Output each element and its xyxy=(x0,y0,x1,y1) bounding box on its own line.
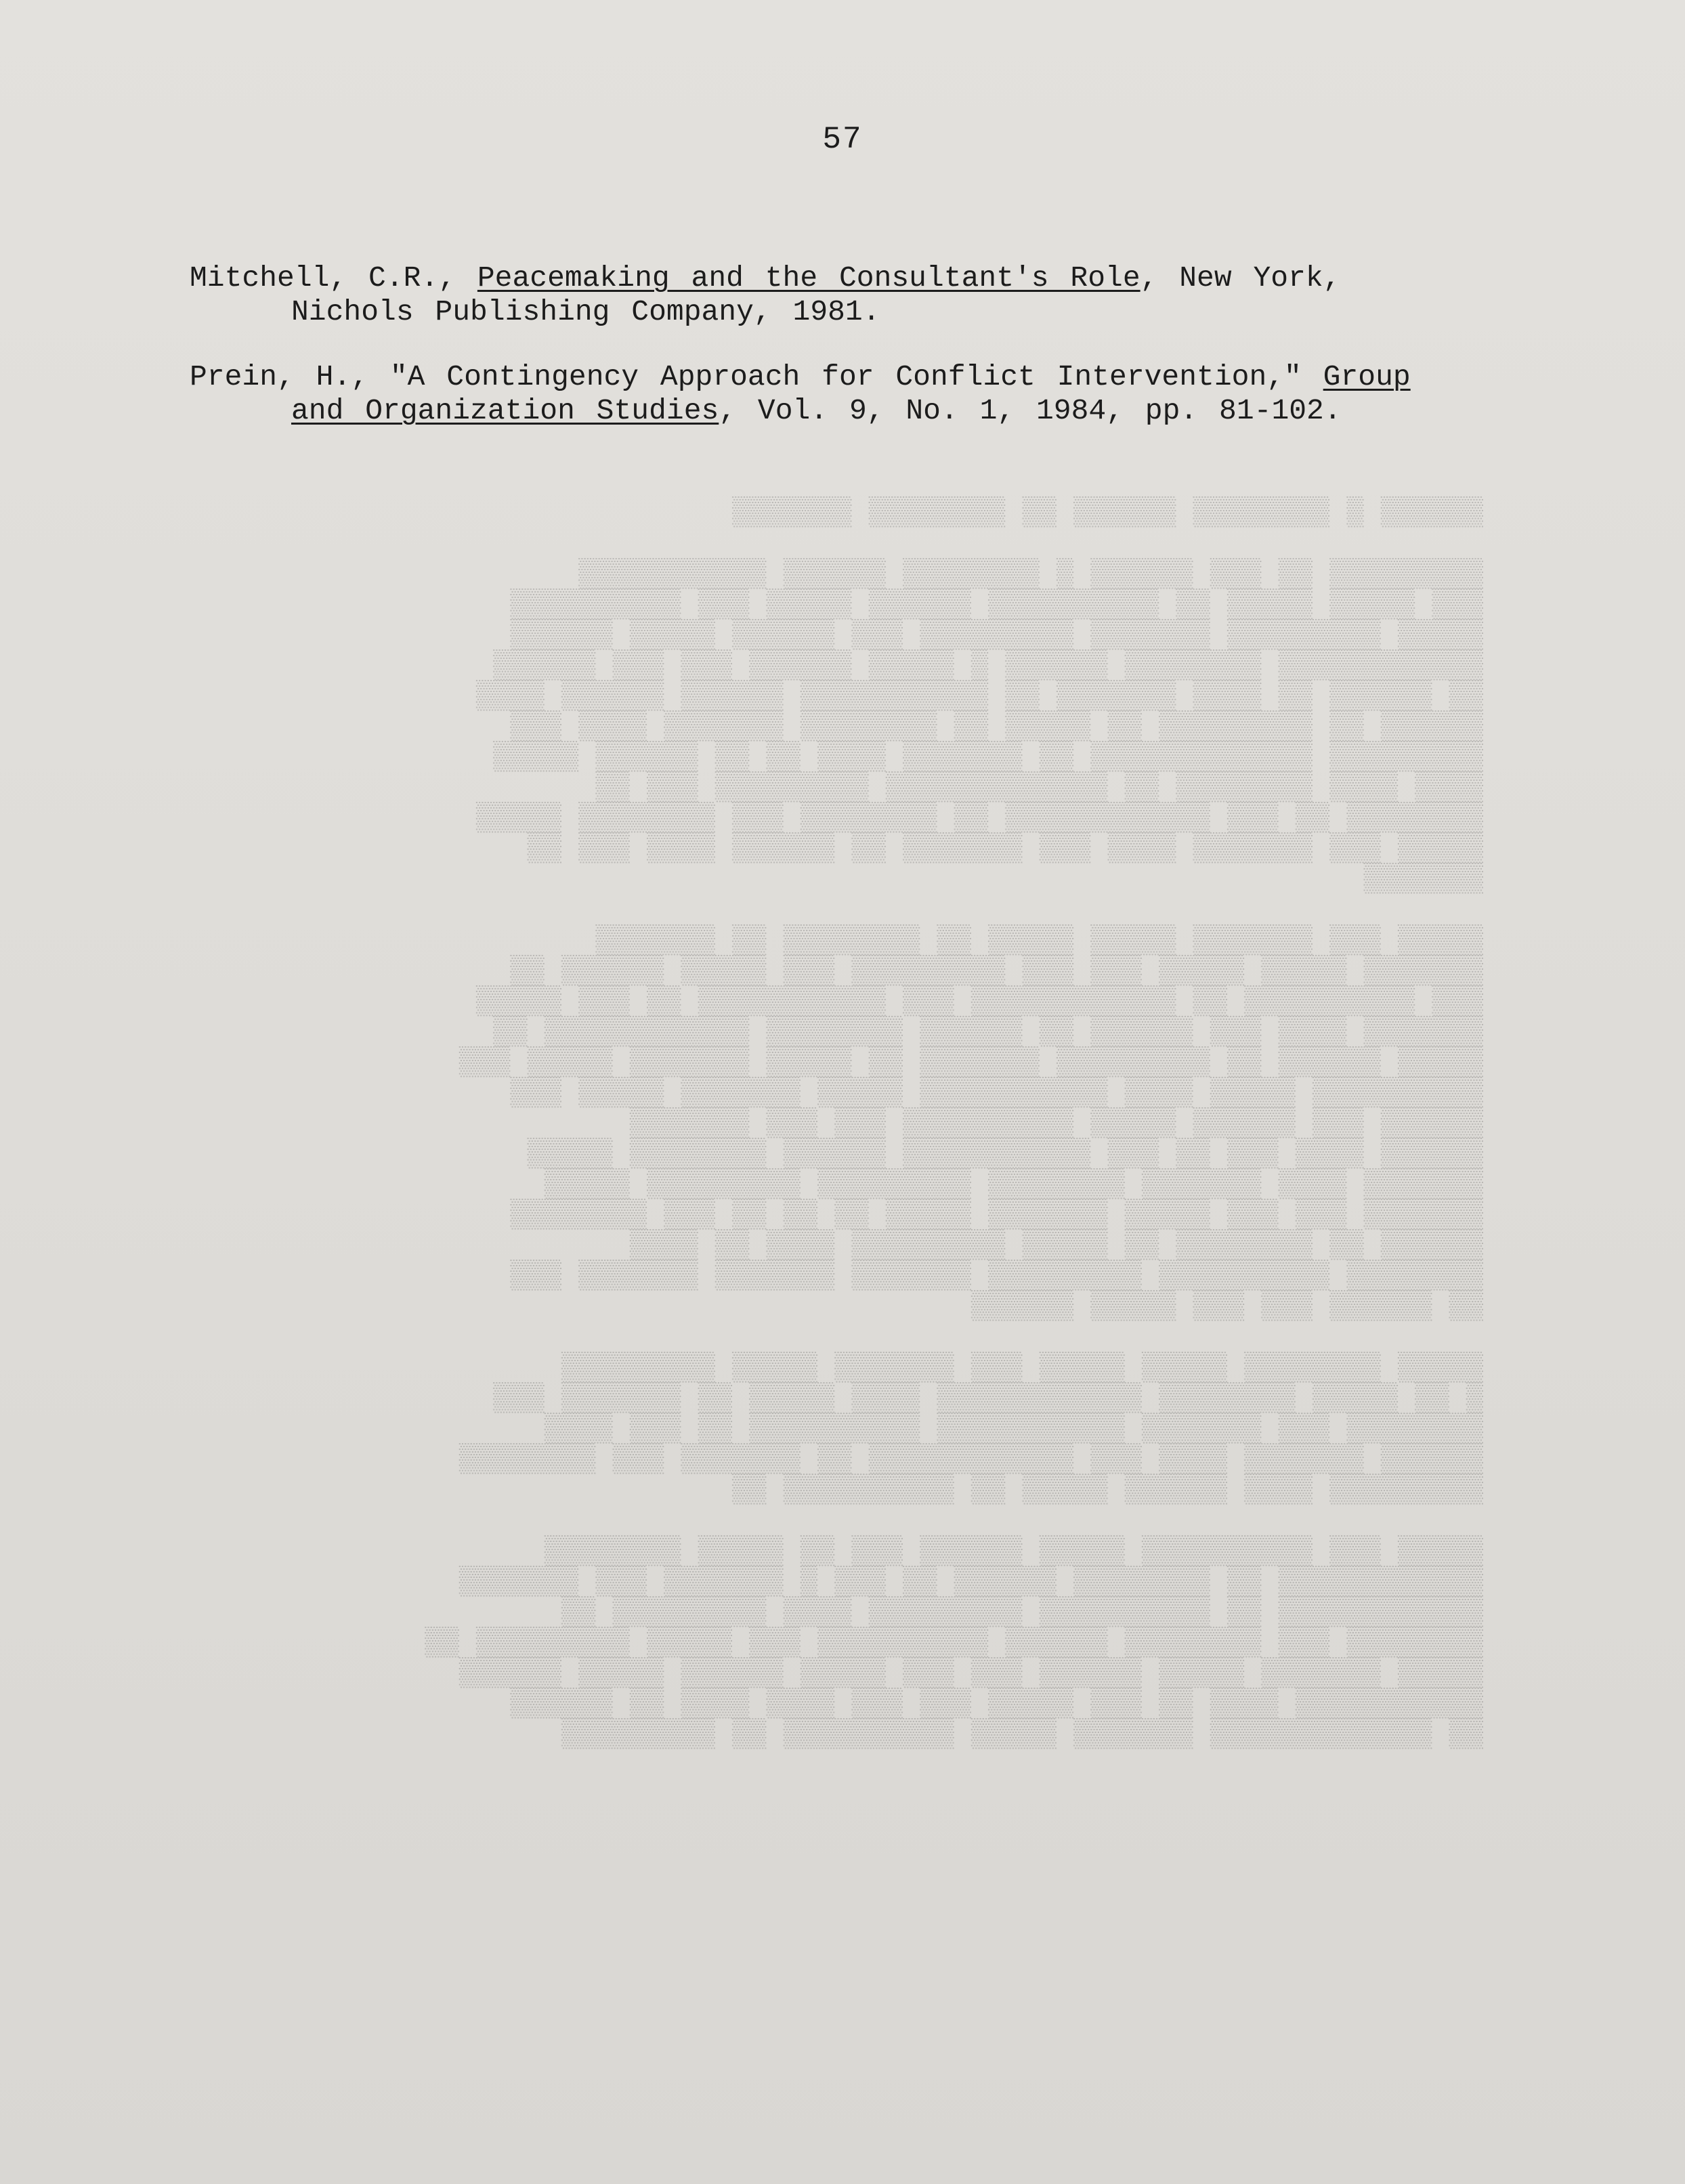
reference-list xyxy=(190,261,1476,459)
page-number: 57 xyxy=(822,122,863,157)
reference-details: , Vol. 9, No. 1, 1984, pp. 81-102. xyxy=(719,394,1342,427)
reference-entry xyxy=(190,360,1476,428)
reference-title: Peacemaking and the Consultant's Role xyxy=(477,261,1140,295)
reference-author: Mitchell, C.R., xyxy=(190,261,477,295)
reference-author: Prein, H., "A Contingency Approach for Conflict Intervention," xyxy=(190,360,1323,393)
bleed-through-texture: ▒▒▒▒▒▒ ▒ ▒▒▒▒▒▒▒▒ ▒▒▒▒▒▒ ▒▒ ▒▒▒▒▒▒▒▒ ▒▒▒▒▒▒▒ ▒▒▒▒▒▒▒▒▒ ▒▒ ▒▒▒ ▒▒▒▒▒▒ ▒ ▒▒▒▒▒▒▒▒ ▒▒▒▒▒▒ ▒▒▒▒▒▒▒▒▒▒▒ ▒▒▒ ▒▒▒▒▒ ▒▒▒▒▒ ▒▒ ▒▒▒▒▒▒▒▒▒▒ ▒▒▒▒▒▒ ▒▒▒▒▒ ▒▒▒ ▒▒▒▒▒▒▒▒▒▒ ▒▒▒▒▒ ▒▒▒▒▒▒▒▒▒ ▒▒▒▒▒▒▒ ▒▒▒▒▒▒▒▒▒ ▒▒▒ ▒▒▒▒▒▒ ▒▒▒▒▒ ▒▒▒▒▒▒ ▒▒▒▒▒▒▒▒▒▒▒▒ ▒▒▒▒▒▒▒▒ ▒▒▒▒▒▒ ▒ ▒▒▒▒▒ ▒▒▒▒▒▒ ▒▒▒ ▒▒▒ ▒▒▒▒▒▒ ▒▒ ▒▒▒▒▒▒ ▒▒ ▒▒▒▒ ▒▒▒▒▒▒▒ ▒▒ ▒▒▒▒▒▒▒▒▒▒▒ ▒▒▒▒▒▒ ▒▒▒▒▒▒ ▒▒▒▒ ▒▒▒▒▒▒ ▒▒ ▒▒▒▒▒▒▒▒▒ ▒▒ ▒▒▒▒▒ ▒▒ ▒▒▒▒▒▒▒▒ ▒▒▒▒▒▒▒ ▒▒▒▒ ▒▒▒ ▒▒▒▒▒▒▒▒▒ ▒▒▒▒▒▒▒▒▒▒▒▒▒ ▒▒ ▒▒▒▒▒▒▒ ▒▒▒▒ ▒▒ ▒▒ ▒▒▒▒▒▒ ▒▒▒▒▒ ▒▒▒▒ ▒▒▒▒ ▒▒▒▒▒▒▒▒ ▒▒ ▒▒▒▒▒▒▒▒▒▒▒▒▒ ▒▒▒▒▒▒▒▒▒ ▒▒▒ ▒▒ ▒▒▒▒▒▒▒▒ ▒▒ ▒▒▒ ▒▒▒▒▒▒▒▒▒▒▒▒ ▒▒ ▒▒▒▒▒▒▒▒ ▒▒▒ ▒▒▒▒▒▒▒▒ ▒▒▒▒▒ ▒▒▒▒▒ ▒▒▒ ▒▒▒▒▒▒▒ ▒▒▒▒ ▒▒▒ ▒▒▒▒▒▒▒ ▒▒ ▒▒▒▒▒▒ ▒▒▒▒ ▒▒▒ ▒▒ ▒▒▒▒▒▒▒ ▒▒▒▒▒ ▒▒▒ ▒▒▒▒▒▒▒ ▒▒▒▒▒ ▒▒▒▒▒ ▒▒ ▒▒▒▒▒▒▒▒ ▒▒ ▒▒▒▒▒▒▒ ▒▒▒▒▒▒▒ ▒▒▒▒▒ ▒▒▒▒▒ ▒▒▒ ▒▒▒ ▒▒▒▒▒▒▒▒▒ ▒▒▒ ▒▒▒▒▒ ▒▒▒▒▒▒ ▒▒ ▒▒▒ ▒▒▒▒▒▒▒▒▒▒ ▒▒ ▒▒▒▒▒▒▒▒▒▒▒▒ ▒▒▒ ▒▒▒▒▒▒▒▒▒▒▒ ▒▒ ▒▒▒ ▒▒▒▒▒ ▒▒▒▒▒▒▒ ▒▒▒▒ ▒▒▒ ▒▒▒▒▒▒ ▒▒ ▒▒▒▒▒▒ ▒▒▒▒▒▒▒▒ ▒▒▒▒▒▒▒▒▒▒▒▒ ▒▒ ▒▒▒▒▒ ▒▒▒▒▒▒ ▒▒ ▒▒▒▒▒▒▒▒▒ ▒▒▒▒▒▒▒ ▒▒ ▒▒▒▒▒ ▒▒▒▒▒▒▒ ▒▒▒▒▒ ▒▒▒ ▒▒▒▒▒▒▒▒▒▒ ▒▒▒▒▒ ▒▒▒▒ ▒▒▒▒▒▒▒▒▒▒▒ ▒▒▒▒▒ ▒▒▒▒▒▒▒ ▒▒▒▒▒ ▒▒▒ ▒▒▒▒▒▒ ▒▒▒ ▒▒▒▒▒▒ ▒▒▒▒▒ ▒▒▒▒▒▒▒▒▒▒ ▒▒▒ ▒▒▒ ▒▒▒▒▒▒▒ ▒▒▒▒▒▒ ▒▒▒▒ ▒▒▒ ▒▒ ▒▒▒ ▒▒▒▒▒▒▒▒▒▒▒ ▒▒▒▒▒▒ ▒▒▒▒▒▒▒▒ ▒▒▒▒▒ ▒▒▒▒▒▒▒ ▒▒▒▒ ▒▒▒▒▒▒▒ ▒▒▒▒▒▒▒▒ ▒▒▒▒▒▒▒▒▒ ▒▒▒▒▒▒▒▒▒ ▒▒▒▒▒ ▒▒▒▒▒▒▒ ▒▒▒ ▒▒▒ ▒▒▒▒▒ ▒▒▒▒▒▒▒ ▒▒▒▒▒ ▒▒ ▒▒ ▒▒ ▒▒▒ ▒▒▒▒▒▒▒▒ ▒▒▒▒▒▒ ▒▒ ▒▒▒▒▒▒▒▒ ▒▒ ▒▒▒▒▒ ▒▒▒▒▒▒▒▒▒ ▒▒▒▒ ▒▒ ▒▒▒▒ ▒▒▒▒▒▒▒▒ ▒▒▒▒▒▒▒▒▒▒ ▒▒▒▒▒▒▒▒▒ ▒▒▒▒▒▒▒ ▒▒▒▒▒▒▒ ▒▒▒▒▒▒▒ ▒▒▒ ▒▒ ▒▒▒▒▒▒ ▒▒▒ ▒▒▒ ▒▒▒▒▒ ▒▒▒▒▒▒ ▒▒▒▒▒ ▒▒▒▒▒▒▒▒ ▒▒▒▒▒ ▒▒▒▒▒ ▒▒▒ ▒▒▒▒▒▒▒ ▒▒▒▒▒ ▒▒▒▒▒▒▒▒▒ ▒ ▒▒ ▒▒▒▒▒ ▒▒▒▒▒▒▒▒ ▒▒▒▒▒▒▒▒▒▒▒▒ ▒▒▒▒ ▒▒▒▒▒ ▒▒ ▒▒▒▒▒▒▒ ▒▒▒ ▒▒▒▒▒▒▒▒ ▒▒▒ ▒▒▒▒▒▒▒ ▒▒▒▒▒▒▒▒▒▒▒ ▒▒▒▒▒▒▒▒▒▒ ▒▒ ▒▒▒ ▒▒▒▒ ▒▒▒▒▒▒ ▒▒▒▒▒▒▒ ▒▒▒▒ ▒▒▒ ▒▒▒▒▒▒▒▒▒▒▒▒ ▒▒ ▒▒▒▒▒▒▒ ▒▒▒ ▒▒▒▒▒▒▒▒ ▒▒▒▒▒▒▒▒▒ ▒▒▒▒ ▒▒▒▒▒▒ ▒▒▒▒▒ ▒▒ ▒▒▒▒▒▒▒▒▒▒ ▒▒ ▒▒▒▒▒ ▒▒▒ ▒▒▒▒▒▒▒▒▒▒ ▒▒▒▒▒ ▒▒▒▒▒▒ ▒▒▒ ▒▒ ▒▒▒▒▒ ▒▒▒▒▒▒▒▒ ▒▒▒▒▒▒▒▒▒▒▒▒ ▒▒ ▒▒▒▒▒▒▒▒ ▒▒▒▒▒▒ ▒▒ ▒▒▒ ▒ ▒▒▒▒▒▒▒ ▒▒▒ ▒▒▒▒▒▒▒ ▒▒▒▒▒▒▒▒▒▒▒▒ ▒▒ ▒▒▒▒▒▒▒▒▒▒ ▒▒▒▒▒▒▒▒▒ ▒▒▒▒ ▒▒▒▒▒▒▒▒▒ ▒▒ ▒▒▒▒▒▒▒▒ ▒▒▒ ▒▒▒▒▒▒▒▒ ▒▒▒▒▒▒ ▒▒▒▒▒▒▒▒▒▒ ▒▒▒ ▒▒▒▒▒ ▒▒▒▒▒▒▒▒▒ ▒▒ ▒▒▒▒▒ ▒▒▒▒▒▒▒ ▒▒▒▒▒ ▒▒▒▒▒▒ ▒▒▒ ▒▒▒ ▒▒▒▒▒ ▒▒▒▒▒▒ ▒▒▒▒▒ ▒▒▒▒▒▒ ▒▒▒▒▒▒▒▒▒▒▒ ▒▒▒▒ ▒▒ ▒▒▒ ▒▒▒▒▒ ▒▒▒ ▒▒▒ ▒▒▒▒ ▒▒▒▒ ▒▒ ▒▒▒▒▒▒ ▒▒ ▒▒▒▒▒▒▒▒▒▒▒▒▒ ▒▒▒▒▒▒▒ ▒▒▒▒▒ ▒▒▒▒▒▒▒▒▒▒ ▒▒ ▒▒▒▒▒▒▒▒▒ xyxy=(425,496,1483,1751)
reference-title: Group and Organization Studies xyxy=(291,360,1411,427)
reference-entry xyxy=(190,261,1476,329)
reference-details: , New York, Nichols Publishing Company, 1981. xyxy=(291,261,1341,328)
